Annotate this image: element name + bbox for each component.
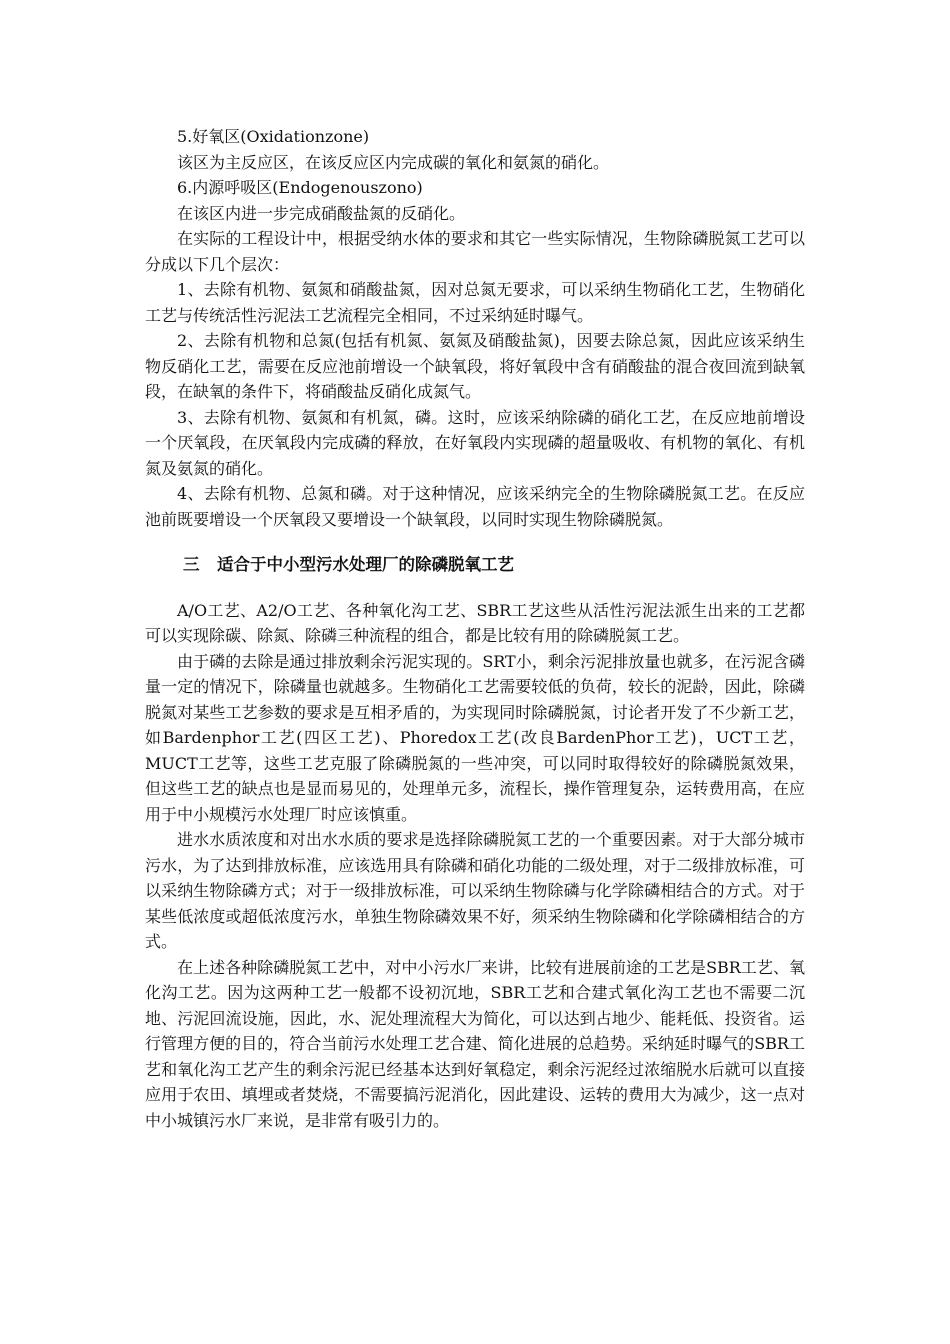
document-body [145,124,805,1133]
phosphorus-removal-paragraph: 由于磷的去除是通过排放剩余污泥实现的。SRT小，剩余污泥排放量也就多，在污泥含磷量一定的情况下，除磷量也就越多。生物硝化工艺需要较低的负荷，较长的泥龄，因此，除磷脱氮对某些工艺参数的要求是互相矛盾的，为实现同时除磷脱氮，讨论者开发了不少新工艺，如Bardenphor工艺(四区工艺)、Phoredox工艺(改良BardenPhor工艺)，UCT工艺，MUCT工艺等，这些工艺克服了除磷脱氮的一些冲突，可以同时取得较好的除磷脱氮效果，但这些工艺的缺点也是显而易见的，处理单元多，流程长，操作管理复杂，运转费用高，在应用于中小规模污水处理厂时应该慎重。 [145,651,805,824]
water-quality-paragraph: 进水水质浓度和对出水水质的要求是选择除磷脱氮工艺的一个重要因素。对于大部分城市污水，为了达到排放标准，应该选用具有除磷和硝化功能的二级处理，对于二级排放标准，可以采纳生物除磷方式；对于一级排放标准，可以采纳生物除磷与化学除磷相结合的方式。对于某些低浓度或超低浓度污水，单独生物除磷效果不好，须采纳生物除磷和化学除磷相结合的方式。 [145,830,805,951]
section-number: 三 [183,555,200,574]
design-levels-intro: 在实际的工程设计中，根据受纳水体的要求和其它一些实际情况，生物除磷脱氮工艺可以分成以下几个层次： [145,229,805,274]
zone-5-heading: 5.好氧区(Oxidationzone) [177,127,370,146]
zone-6-description: 在该区内进一步完成硝酸盐氮的反硝化。 [177,203,466,223]
level-2-paragraph: 2、去除有机物和总氮(包括有机氮、氨氮及硝酸盐氮)，因要去除总氮，因此应该采纳生物反硝化工艺，需要在反应池前增设一个缺氧段，将好氧段中含有硝酸盐的混合夜回流到缺氧段，在缺氧的条件下，将硝酸盐反硝化成氮气。 [145,331,805,401]
zone-5-description: 该区为主反应区，在该反应区内完成碳的氧化和氨氮的硝化。 [177,152,610,172]
zone-6-heading: 6.内源呼吸区(Endogenouszono) [177,178,423,197]
process-overview-paragraph: A/O工艺、A2/O工艺、各种氧化沟工艺、SBR工艺这些从活性污泥法派生出来的工艺都可以实现除碳、除氮、除磷三种流程的组合，都是比较有用的除磷脱氮工艺。 [145,600,805,645]
section-title-text: 适合于中小型污水处理厂的除磷脱氧工艺 [217,555,514,574]
level-4-paragraph: 4、去除有机物、总氮和磷。对于这种情况，应该采纳完全的生物除磷脱氮工艺。在反应池前既要增设一个厌氧段又要增设一个缺氧段，以同时实现生物除磷脱氮。 [145,484,805,529]
section-heading [145,552,805,578]
level-3-paragraph: 3、去除有机物、氨氮和有机氮，磷。这时，应该采纳除磷的硝化工艺，在反应地前增设一个厌氧段，在厌氧段内完成磷的释放，在好氧段内实现磷的超量吸收、有机物的氧化、有机氮及氨氮的硝化。 [145,407,805,478]
recommended-process-paragraph: 在上述各种除磷脱氮工艺中，对中小污水厂来讲，比较有进展前途的工艺是SBR工艺、氧化沟工艺。因为这两种工艺一般都不设初沉地，SBR工艺和合建式氧化沟工艺也不需要二沉地、污泥回流设施，因此，水、泥处理流程大为简化，可以达到占地少、能耗低、投资省。运行管理方便的目的，符合当前污水处理工艺合建、简化进展的总趋势。采纳延时曝气的SBR工艺和氧化沟工艺产生的剩余污泥已经基本达到好氧稳定，剩余污泥经过浓缩脱水后就可以直接应用于农田、填埋或者焚烧，不需要搞污泥消化，因此建设、运转的费用大为减少，这一点对中小城镇污水厂来说，是非常有吸引力的。 [145,957,805,1130]
level-1-paragraph: 1、去除有机物、氨氮和硝酸盐氮，因对总氮无要求，可以采纳生物硝化工艺，生物硝化工艺与传统活性污泥法工艺流程完全相同，不过采纳延时曝气。 [145,280,805,325]
